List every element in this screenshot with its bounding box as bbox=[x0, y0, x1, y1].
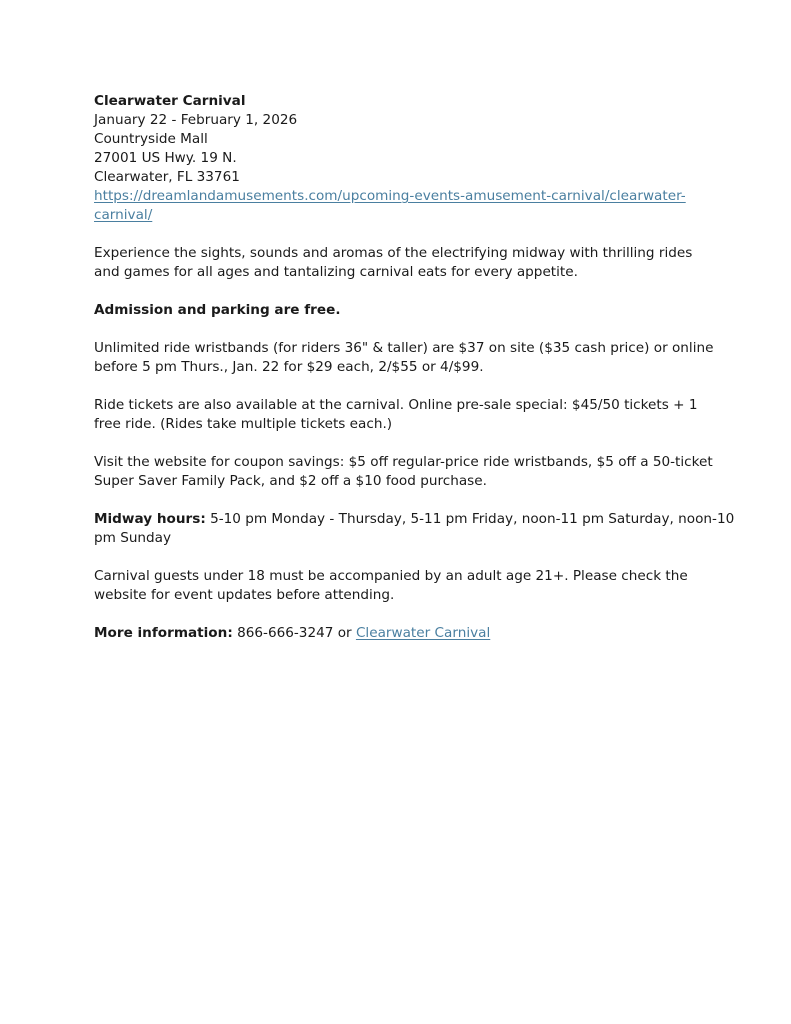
intro-paragraph bbox=[94, 244, 714, 282]
more-info-phone: 866-666-3247 or bbox=[232, 625, 356, 641]
more-info-label: More information: bbox=[94, 625, 233, 641]
event-dates: January 22 - February 1, 2026 bbox=[94, 112, 298, 128]
coupons-paragraph bbox=[94, 453, 714, 491]
hours-text: 5-10 pm Monday - Thursday, 5-11 pm Friday, noon-11 pm Saturday, noon-10 bbox=[205, 511, 735, 527]
hours-paragraph bbox=[94, 510, 735, 548]
event-url-link[interactable] bbox=[94, 187, 714, 225]
guests-paragraph bbox=[94, 567, 714, 605]
guests-line: Carnival guests under 18 must be accompanied by an adult age 21+. Please check the bbox=[94, 568, 688, 584]
event-venue: Countryside Mall bbox=[94, 131, 208, 147]
event-url-line1: https://dreamlandamusements.com/upcoming-events-amusement-carnival/clearwater- bbox=[94, 188, 686, 204]
intro-line: and games for all ages and tantalizing carnival eats for every appetite. bbox=[94, 264, 578, 280]
intro-line: Experience the sights, sounds and aromas of the electrifying midway with thrilling rides bbox=[94, 245, 693, 261]
more-info-paragraph bbox=[94, 624, 714, 643]
tickets-line: free ride. (Rides take multiple tickets each.) bbox=[94, 416, 393, 432]
guests-line: website for event updates before attending. bbox=[94, 587, 395, 603]
event-street: 27001 US Hwy. 19 N. bbox=[94, 150, 237, 166]
document-page bbox=[94, 92, 735, 643]
hours-label: Midway hours: bbox=[94, 511, 206, 527]
event-title: Clearwater Carnival bbox=[94, 93, 246, 109]
wristbands-line: Unlimited ride wristbands (for riders 36" & taller) are $37 on site ($35 cash price) or online bbox=[94, 340, 714, 356]
tickets-paragraph bbox=[94, 396, 714, 434]
wristbands-line: before 5 pm Thurs., Jan. 22 for $29 each, 2/$55 or 4/$99. bbox=[94, 359, 484, 375]
event-city: Clearwater, FL 33761 bbox=[94, 169, 240, 185]
coupons-line: Super Saver Family Pack, and $2 off a $10 food purchase. bbox=[94, 473, 487, 489]
event-url-line2: carnival/ bbox=[94, 207, 153, 223]
admission-paragraph bbox=[94, 301, 714, 320]
tickets-line: Ride tickets are also available at the carnival. Online pre-sale special: $45/50 tickets + 1 bbox=[94, 397, 698, 413]
admission-text: Admission and parking are free. bbox=[94, 302, 341, 318]
hours-line: pm Sunday bbox=[94, 530, 172, 546]
more-info-link[interactable]: Clearwater Carnival bbox=[355, 625, 491, 641]
wristbands-paragraph bbox=[94, 339, 714, 377]
coupons-line: Visit the website for coupon savings: $5 off regular-price ride wristbands, $5 off a 50-ticket bbox=[94, 454, 713, 470]
